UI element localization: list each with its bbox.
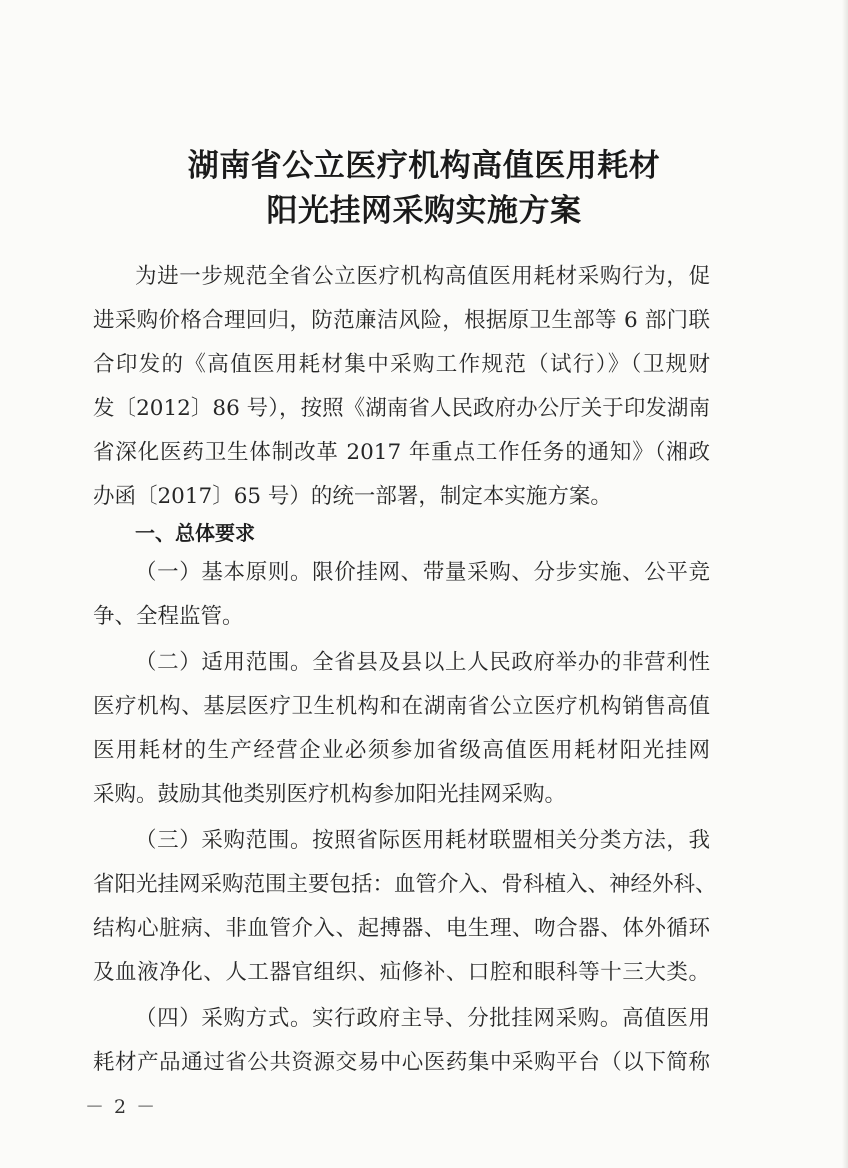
item-3-line: 及血液净化、人工器官组织、疝修补、口腔和眼科等十三大类。: [93, 960, 710, 985]
intro-line: 合印发的《高值医用耗材集中采购工作规范（试行）》（卫规财: [93, 352, 710, 377]
item-3-line: 结构心脏病、非血管介入、起搏器、电生理、吻合器、体外循环: [93, 916, 710, 941]
item-2-line: 医疗机构、基层医疗卫生机构和在湖南省公立医疗机构销售高值: [93, 694, 710, 719]
item-1-line: （一）基本原则。限价挂网、带量采购、分步实施、公平竞: [135, 560, 710, 585]
intro-line: 发〔2012〕86 号），按照《湖南省人民政府办公厅关于印发湖南: [93, 396, 710, 421]
document-title-line-1: 湖南省公立医疗机构高值医用耗材: [187, 148, 661, 184]
item-4-line: （四）采购方式。实行政府主导、分批挂网采购。高值医用: [135, 1006, 710, 1031]
page-number: － 2 －: [85, 1096, 158, 1118]
section-heading: 一、总体要求: [135, 521, 255, 545]
intro-line: 省深化医药卫生体制改革 2017 年重点工作任务的通知》（湘政: [93, 440, 710, 465]
item-2-line: （二）适用范围。全省县及县以上人民政府举办的非营利性: [135, 650, 710, 675]
intro-line: 为进一步规范全省公立医疗机构高值医用耗材采购行为，促: [135, 264, 710, 289]
item-2-line: 医用耗材的生产经营企业必须参加省级高值医用耗材阳光挂网: [93, 738, 710, 763]
intro-line: 办函〔2017〕65 号）的统一部署，制定本实施方案。: [93, 484, 612, 509]
document-title-line-2: 阳光挂网采购实施方案: [266, 193, 582, 229]
item-4-line: 耗材产品通过省公共资源交易中心医药集中采购平台（以下简称: [93, 1050, 710, 1075]
item-3-line: （三）采购范围。按照省际医用耗材联盟相关分类方法，我: [135, 828, 710, 853]
item-1-line: 争、全程监管。: [93, 604, 244, 629]
scan-edge-shadow: [842, 0, 848, 1168]
item-3-line: 省阳光挂网采购范围主要包括：血管介入、骨科植入、神经外科、: [93, 872, 717, 897]
intro-line: 进采购价格合理回归，防范廉洁风险，根据原卫生部等 6 部门联: [93, 308, 710, 333]
item-2-line: 采购。鼓励其他类别医疗机构参加阳光挂网采购。: [93, 782, 567, 807]
